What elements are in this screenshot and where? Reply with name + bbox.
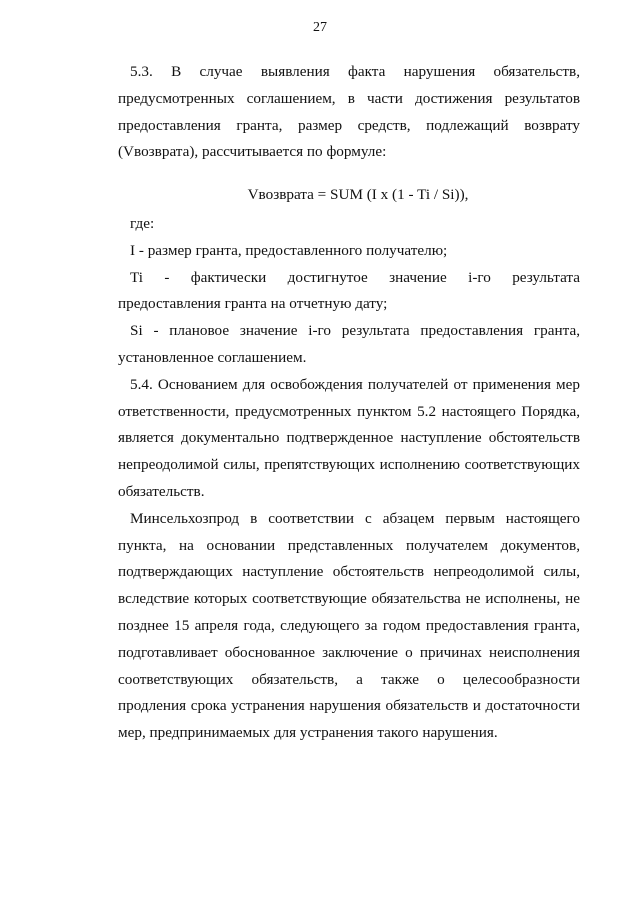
where-label: где: <box>130 214 155 232</box>
return-formula: Vвозврата = SUM (I x (1 - Ti / Si)), <box>247 186 469 204</box>
paragraph-5-3: 5.3. В случае выявления факта нарушения обязательств, предусмотренных соглашением, в части достижения результатов предоставления гранта, размер средств, подлежащий возврату (Vвозврата), рассчитывается по формуле: <box>118 63 580 161</box>
definition-ti: Ti - фактически достигнутое значение i-го результата предоставления гранта на отчетную дату; <box>118 268 580 313</box>
paragraph-ministry: Минсельхозпрод в соответствии с абзацем первым настоящего пункта, на основании представленных получателем документов, подтверждающих наступление обстоятельств непреодолимой силы, вследствие которых соответствующие обязательства не исполнены, не позднее 15 апреля года, следующего за годом предоставления гранта, подготавливает обоснованное заключение о причинах неисполнения соответствующих обязательств, а также о целесообразности продления срока устранения нарушения обязательств и достаточности мер, предпринимаемых для устранения такого нарушения. <box>118 509 580 742</box>
page-number: 27 <box>313 20 327 35</box>
paragraph-5-4: 5.4. Основанием для освобождения получателей от применения мер ответственности, предусмотренных пунктом 5.2 настоящего Порядка, является документально подтвержденное наступление обстоятельств непреодолимой силы, препятствующих исполнению соответствующих обязательств. <box>118 375 580 500</box>
definition-si: Si - плановое значение i-го результата предоставления гранта, установленное соглашением. <box>118 322 580 366</box>
definition-i: I - размер гранта, предоставленного получателю; <box>130 241 448 259</box>
document-body <box>118 59 580 747</box>
